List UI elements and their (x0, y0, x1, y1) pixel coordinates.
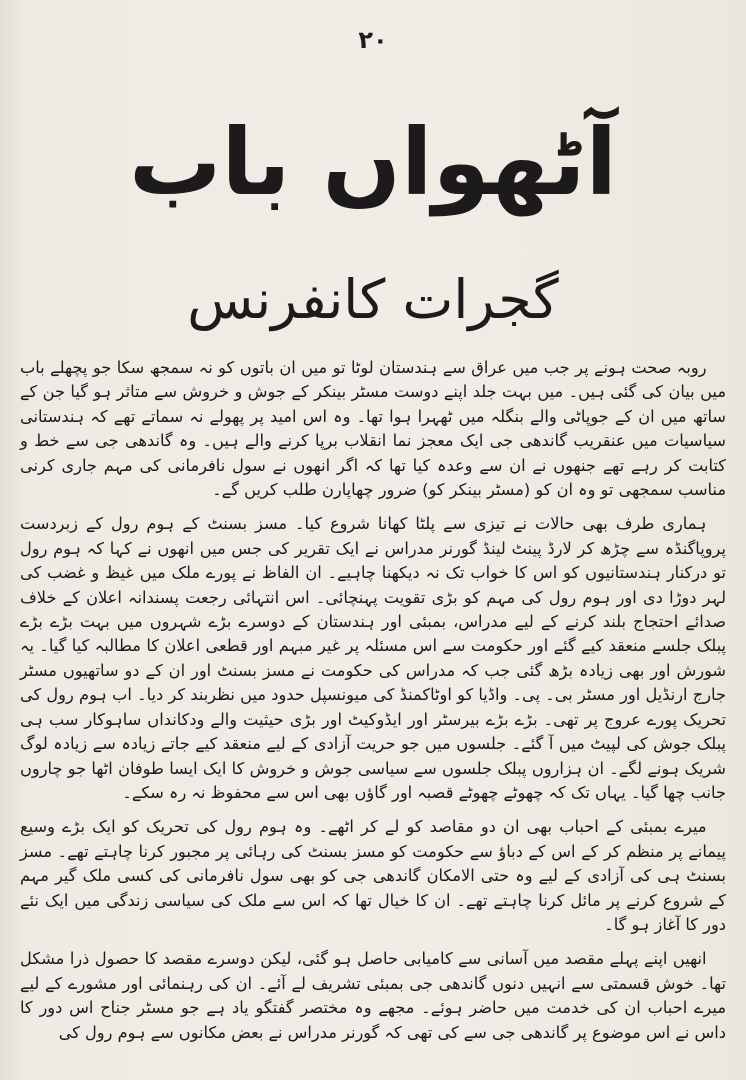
chapter-subtitle: گجرات کانفرنس (187, 268, 559, 331)
paragraph: روبہ صحت ہونے پر جب میں عراق سے ہندستان لوٹا تو میں ان باتوں کو نہ سمجھ سکا جو پچھلے باب میں بیان کی گئی ہیں۔ میں بہت جلد اپنے دوست مسٹر بینکر کے جوش و خروش سے متاثر ہو گیا جن کے ساتھ میں ان کے جوپاٹی والے بنگلہ میں ٹھہرا ہوا تھا۔ وہ اس امید پر پھولے نہ سماتے تھے کہ ہندستانی سیاسیات میں عنقریب گاندھی جی ایک معجز نما انقلاب برپا کرنے والے ہیں۔ وہ گاندھی جی سے خط و کتابت کر رہے تھے جنھوں نے ان سے وعدہ کیا تھا کہ اگر انھوں نے سول نافرمانی کی مہم جاری کرنی مناسب سمجھی تو وہ ان کو (مسٹر بینکر کو) ضرور چھاپارن طلب کریں گے۔ (20, 358, 726, 500)
chapter-title: آٹھواں باب (128, 109, 618, 216)
paragraph: ہماری طرف بھی حالات نے تیزی سے پلٹا کھانا شروع کیا۔ مسز بسنٹ کے ہوم رول کے زبردست پروپاگنڈہ سے چڑھ کر لارڈ پینٹ لینڈ گورنر مدراس نے ایک تقریر کی جس میں انھوں نے کہا کہ ہوم رول تو درکنار ہندستانیوں کو اس کا خواب تک نہ دیکھنا چاہیے۔ ان الفاظ نے پورے ملک میں غیظ و غضب کی لہر دوڑا دی اور ہوم رول کی مہم کو بڑی تقویت پہنچائی۔ اس انتہائی رجعت پسندانہ اعلان کے خلاف صدائے احتجاج بلند کرنے کے لیے مدراس، بمبئی اور ہندستان کے دوسرے بڑے شہروں میں بہت بڑے بڑے پبلک جلسے منعقد کیے گئے اور حکومت سے اس مسئلہ پر غیر مبہم اور قطعی اعلان کا مطالبہ کیا گیا۔ یہ شورش اور بھی زیادہ بڑھ گئی جب کہ مدراس کی حکومت نے مسز بسنٹ اور ان کے دو ساتھیوں مسٹر جارج ارنڈیل اور مسٹر بی۔ پی۔ واڈیا کو اوٹاکمنڈ کی میونسپل حدود میں نظربند کر دیا۔ اب ہوم رول کی تحریک پورے عروج پر تھی۔ بڑے بڑے بیرسٹر اور ایڈوکیٹ اور بڑی حیثیت والے ودکانداں ساہوکار سب ہی پبلک جوش کی لپیٹ میں آ گئے۔ جلسوں میں جو حریت آزادی کے لیے منعقد کیے جاتے زیادہ سے زیادہ لوگ شریک ہونے لگے۔ ان ہزاروں پبلک جلسوں سے سیاسی جوش و خروش کا ایک ایسا طوفان اٹھا جو چاروں جانب چھا گیا۔ یہاں تک کہ چھوٹے چھوٹے قصبہ اور گاؤں بھی اس سے محفوظ نہ رہ سکے۔ (20, 514, 726, 802)
body-text (20, 356, 726, 1048)
page-number: ۲۰ (358, 26, 388, 54)
paragraph: میرے بمبئی کے احباب بھی ان دو مقاصد کو لے کر اٹھے۔ وہ ہوم رول کی تحریک کو ایک بڑے وسیع پیمانے پر منظم کر کے اس کے دباؤ سے حکومت کو مسز بسنٹ کی رہائی پر مجبور کرنا چاہتے تھے۔ مسز بسنٹ ہی کی آزادی کے لیے وہ حتی الامکان گاندھی جی کو بھی سول نافرمانی کی کسی ملک گیر مہم کے شروع کرنے پر مائل کرنا چاہتے تھے۔ ان کا خیال تھا کہ اس سے ملک کی سیاسی زندگی میں ایک نئے دور کا آغاز ہو گا۔ (20, 817, 726, 934)
paragraph: انھیں اپنے پہلے مقصد میں آسانی سے کامیابی حاصل ہو گئی، لیکن دوسرے مقصد کا حصول ذرا مشکل تھا۔ خوش قسمتی سے انہیں دنوں گاندھی جی بمبئی تشریف لے آئے۔ ان کی رہنمائی اور مشورے کے لیے میرے احباب ان کی خدمت میں حاضر ہوئے۔ مجھے وہ مختصر گفتگو یاد ہے جو مسٹر جناح اس دور کا داس نے اس موضوع پر گاندھی جی سے کی تھی کہ گورنر مدراس نے بعض مکانوں سے ہوم رول کی (20, 949, 726, 1042)
